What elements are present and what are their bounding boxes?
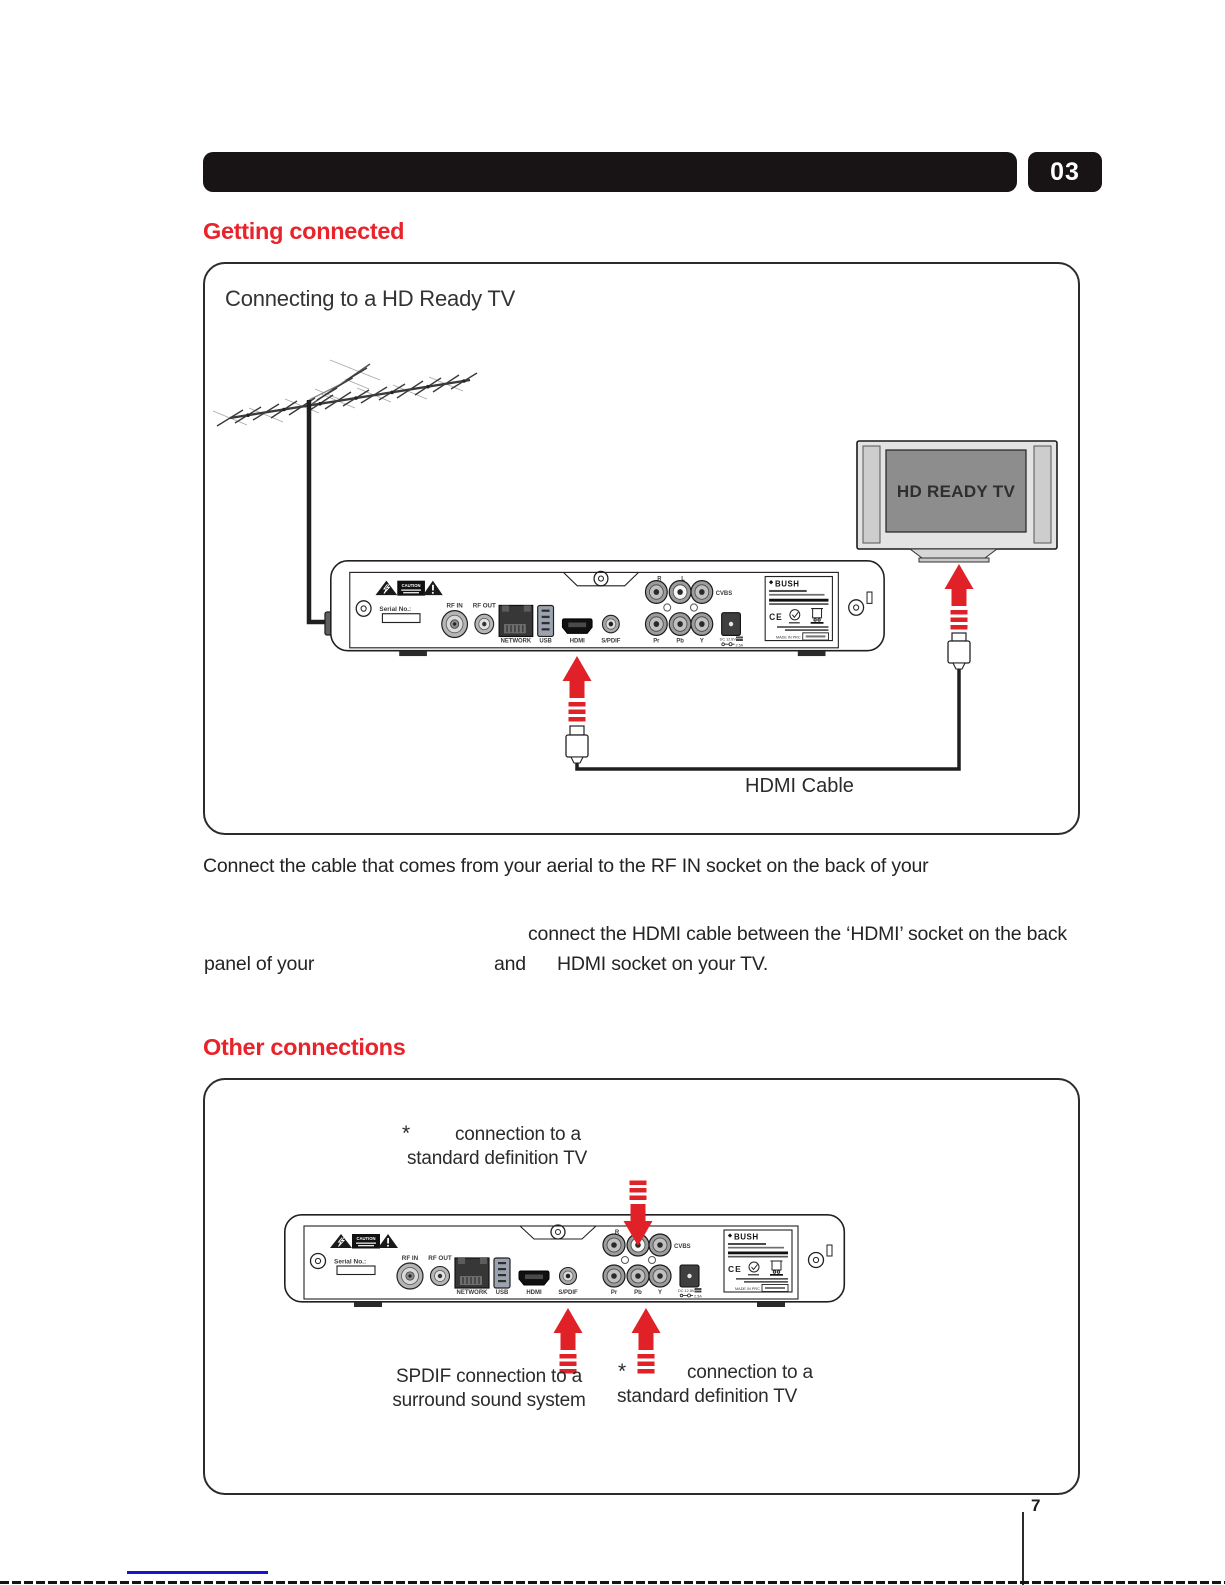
tv-stand bbox=[910, 549, 997, 558]
spdif-note-line2: surround sound system bbox=[392, 1390, 586, 1411]
component-up-arrow bbox=[632, 1308, 661, 1374]
other-connections-diagram-box bbox=[203, 1078, 1080, 1495]
hd-ready-tv-diagram-box bbox=[203, 262, 1080, 835]
top-note-asterisk: * bbox=[402, 1122, 410, 1145]
bottom-note-asterisk: * bbox=[618, 1360, 626, 1383]
spdif-note-line1: SPDIF connection to a bbox=[396, 1366, 582, 1387]
tv-speaker-right bbox=[1034, 446, 1051, 543]
body-line-1: Connect the cable that comes from your aerial to the RF IN socket on the back of your bbox=[203, 855, 929, 877]
tv-screen-label: HD READY TV bbox=[896, 482, 1016, 501]
page-number-rule bbox=[1022, 1512, 1024, 1585]
bottom-note-line1: connection to a bbox=[687, 1362, 813, 1383]
scan-edge-artifact bbox=[0, 1581, 1225, 1584]
bottom-note-line2: standard definition TV bbox=[617, 1386, 798, 1407]
body-line-2: connect the HDMI cable between the ‘HDMI’ socket on the back bbox=[528, 923, 1067, 945]
spdif-up-arrow bbox=[554, 1308, 583, 1374]
hdmi-cable-label: HDMI Cable bbox=[745, 775, 854, 797]
top-note-line2: standard definition TV bbox=[407, 1148, 588, 1169]
page-number: 7 bbox=[1031, 1496, 1041, 1515]
diagram-title: Connecting to a HD Ready TV bbox=[225, 286, 516, 311]
aerial-cable bbox=[309, 400, 325, 622]
stb-hdmi-arrow bbox=[563, 656, 592, 722]
tv-hdmi-arrow bbox=[945, 564, 974, 630]
hdmi-connector-left bbox=[566, 726, 588, 763]
top-note-line1: connection to a bbox=[455, 1124, 581, 1145]
body-line-3-mid: and bbox=[494, 953, 526, 975]
chapter-number-badge: 03 bbox=[1028, 152, 1102, 192]
aerial-antenna-illustration bbox=[213, 360, 477, 426]
section-heading-getting-connected: Getting connected bbox=[203, 218, 405, 244]
other-connections-diagram bbox=[205, 1080, 1078, 1493]
body-line-3-end: HDMI socket on your TV. bbox=[557, 953, 769, 975]
chapter-bar bbox=[203, 152, 1017, 192]
hd-ready-tv-illustration bbox=[857, 441, 1057, 562]
hdmi-connector-right bbox=[948, 633, 970, 669]
footer-link[interactable] bbox=[127, 1571, 268, 1574]
section-heading-other-connections: Other connections bbox=[203, 1034, 406, 1060]
body-line-3-start: panel of your bbox=[204, 953, 315, 975]
hd-connection-diagram bbox=[205, 264, 1078, 833]
hdmi-cable-path bbox=[577, 669, 959, 769]
tv-speaker-left bbox=[863, 446, 880, 543]
